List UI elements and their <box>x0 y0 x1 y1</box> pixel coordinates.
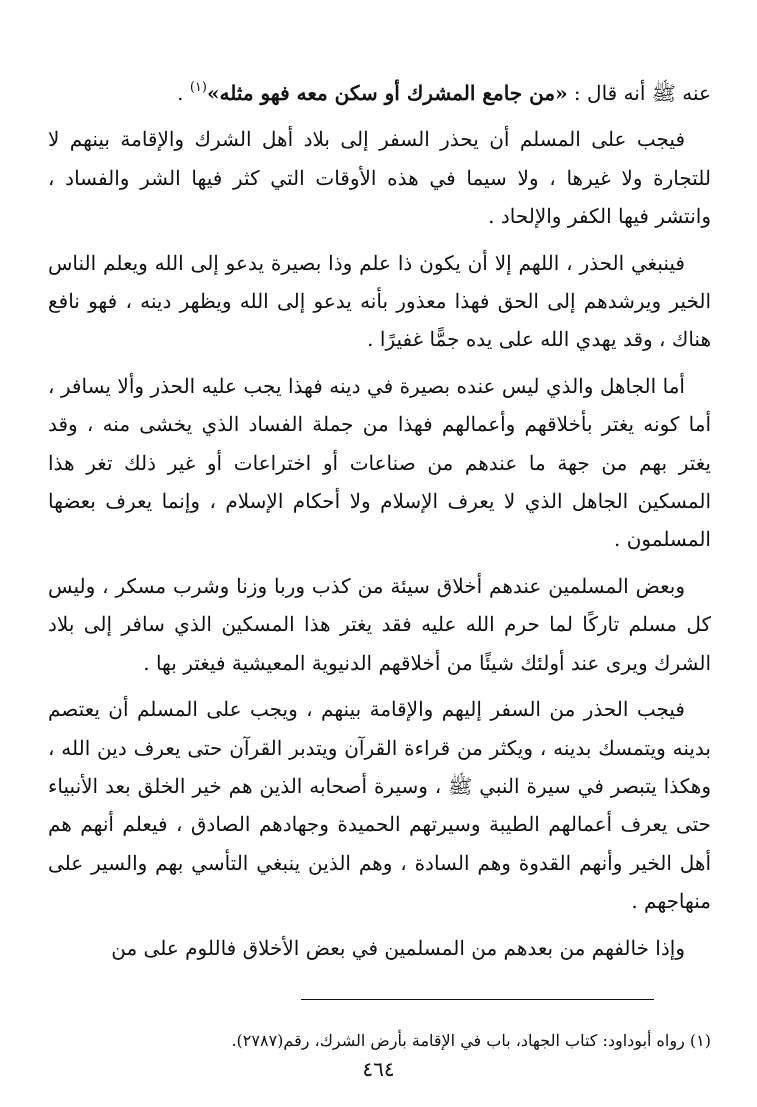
hadith-quote: «من جامع المشرك أو سكن معه فهو مثله» <box>206 81 568 105</box>
footnote: (١) رواه أبوداود: كتاب الجهاد، باب في الإقامة بأرض الشرك، رقم(٢٧٨٧). <box>231 1031 711 1050</box>
paragraph-hadith <box>48 74 711 112</box>
paragraph: فيجب على المسلم أن يحذر السفر إلى بلاد أهل الشرك والإقامة بينهم لا للتجارة ولا غيرها ، ولا سيما في هذه الأوقات التي كثر فيها الشر والفساد ، وانتشر فيها الكفر والإلحاد . <box>48 127 711 229</box>
paragraph: فينبغي الحذر ، اللهم إلا أن يكون ذا علم وذا بصيرة يدعو إلى الله ويعلم الناس الخير ويرشدهم إلى الحق فهذا معذور بأنه يدعو إلى الله ويظهر دينه ، فهو نافع هناك ، وقد يهدي الله على يده جمًّا غفيرًا . <box>48 250 711 352</box>
main-text <box>48 74 711 975</box>
paragraph: أما الجاهل والذي ليس عنده بصيرة في دينه فهذا يجب عليه الحذر وألا يسافر ، أما كونه يغتر بأخلاقهم وأعمالهم فهذا من جملة الفساد الذي يخشى منه ، وقد يغتر بهم من جهة ما عندهم من صناعات أو اختراعات أو غير ذلك تغر هذا المسكين الجاهل الذي لا يعرف الإسلام ولا أحكام الإسلام ، وإنما يعرف بعضها المسلمون . <box>48 373 711 552</box>
hadith-end: . <box>177 81 190 105</box>
footnote-reference: (١) <box>189 80 207 95</box>
footnote-divider <box>301 999 654 1000</box>
page-number: ٤٦٤ <box>362 1057 395 1081</box>
paragraph: وإذا خالفهم من بعدهم من المسلمين في بعض الأخلاق فاللوم على من <box>111 935 685 960</box>
hadith-intro: عنه ﷺ أنه قال : <box>567 81 711 105</box>
paragraph: فيجب الحذر من السفر إليهم والإقامة بينهم ، ويجب على المسلم أن يعتصم بدينه ويتمسك بدينه ، ويكثر من قراءة القرآن ويتدبر القرآن حتى يعرف دين الله ، وهكذا يتبصر في سيرة النبي ﷺ ، وسيرة أصحابه الذين هم خير الخلق بعد الأنبياء حتى يعرف أعمالهم الطيبة وسيرتهم الحميدة وجهادهم الصادق ، فيعلم أنهم هم أهل الخير وأنهم القدوة وهم السادة ، وهم الذين ينبغي التأسي بهم والسير على منهاجهم . <box>48 697 712 914</box>
paragraph: وبعض المسلمين عندهم أخلاق سيئة من كذب وربا وزنا وشرب مسكر ، وليس كل مسلم تاركًا لما حرم الله عليه فقد يغتر هذا المسكين الذي سافر إلى بلاد الشرك ويرى عند أولئك شيئًا من أخلاقهم الدنيوية المعيشية فيغتر بها . <box>48 573 711 675</box>
